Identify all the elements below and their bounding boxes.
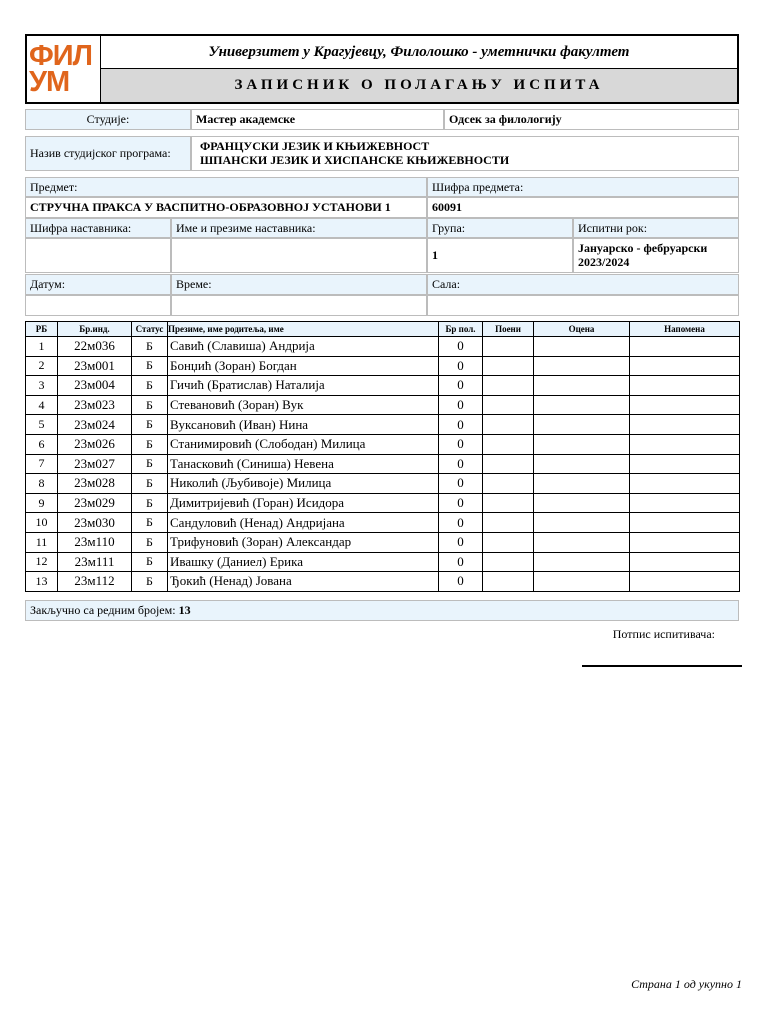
grade-cell: [534, 572, 630, 592]
index-cell: 23м027: [58, 454, 132, 474]
name-cell: Ђокић (Ненад) Јована: [168, 572, 439, 592]
name-cell: Николић (Љубивоје) Милица: [168, 474, 439, 494]
rb-cell: 5: [26, 415, 58, 435]
name-cell: Ивашку (Даниел) Ерика: [168, 552, 439, 572]
points-cell: [483, 434, 534, 454]
room-label: Сала:: [427, 274, 739, 295]
header-index: Бр.инд.: [58, 322, 132, 337]
exam-term-line1: Јануарско - фебруарски: [578, 241, 708, 255]
attempts-cell: 0: [439, 376, 483, 396]
grade-cell: [534, 415, 630, 435]
rb-cell: 4: [26, 395, 58, 415]
attempts-cell: 0: [439, 493, 483, 513]
status-cell: Б: [132, 454, 168, 474]
header-note: Напомена: [630, 322, 740, 337]
header-attempts: Бр пол.: [439, 322, 483, 337]
signature-line: [582, 665, 742, 667]
attempts-cell: 0: [439, 572, 483, 592]
status-cell: Б: [132, 356, 168, 376]
name-cell: Бонџић (Зоран) Богдан: [168, 356, 439, 376]
teacher-name-value: [171, 238, 427, 273]
status-cell: Б: [132, 552, 168, 572]
points-cell: [483, 337, 534, 357]
rb-cell: 11: [26, 532, 58, 552]
filum-logo: [27, 36, 101, 102]
program-line1: ФРАНЦУСКИ ЈЕЗИК И КЊИЖЕВНОСТ: [200, 139, 430, 153]
date-value: [25, 295, 171, 316]
index-cell: 23м024: [58, 415, 132, 435]
table-row: [26, 395, 740, 415]
attempts-cell: 0: [439, 532, 483, 552]
attempts-cell: 0: [439, 356, 483, 376]
note-cell: [630, 552, 740, 572]
document-title: ЗАПИСНИК О ПОЛАГАЊУ ИСПИТА: [101, 69, 737, 102]
rb-cell: 7: [26, 454, 58, 474]
status-cell: Б: [132, 532, 168, 552]
page-number: Страна 1 од укупно 1: [631, 977, 742, 991]
points-cell: [483, 395, 534, 415]
header-rb: РБ: [26, 322, 58, 337]
note-cell: [630, 493, 740, 513]
points-cell: [483, 552, 534, 572]
note-cell: [630, 513, 740, 533]
points-cell: [483, 513, 534, 533]
name-cell: Вуксановић (Иван) Нина: [168, 415, 439, 435]
table-row: [26, 434, 740, 454]
status-cell: Б: [132, 395, 168, 415]
exam-term-line2: 2023/2024: [578, 255, 630, 269]
subject-label: Предмет:: [25, 177, 427, 197]
teacher-code-value: [25, 238, 171, 273]
note-cell: [630, 337, 740, 357]
date-label: Датум:: [25, 274, 171, 295]
subject-value: СТРУЧНА ПРАКСА У ВАСПИТНО-ОБРАЗОВНОЈ УСТАНОВИ 1: [25, 197, 427, 218]
table-row: [26, 493, 740, 513]
status-cell: Б: [132, 376, 168, 396]
grade-cell: [534, 337, 630, 357]
students-table: [25, 321, 740, 592]
room-value: [427, 295, 739, 316]
note-cell: [630, 474, 740, 494]
header-status: Статус: [132, 322, 168, 337]
program-value: [191, 136, 739, 171]
concluded-label: Закључно са редним бројем:: [30, 603, 176, 617]
table-row: [26, 474, 740, 494]
attempts-cell: 0: [439, 395, 483, 415]
index-cell: 23м111: [58, 552, 132, 572]
rb-cell: 2: [26, 356, 58, 376]
grade-cell: [534, 552, 630, 572]
time-value: [171, 295, 427, 316]
points-cell: [483, 415, 534, 435]
rb-cell: 6: [26, 434, 58, 454]
studies-label: Студије:: [25, 109, 191, 130]
group-value: 1: [427, 238, 573, 273]
points-cell: [483, 356, 534, 376]
index-cell: 23м023: [58, 395, 132, 415]
status-cell: Б: [132, 513, 168, 533]
points-cell: [483, 493, 534, 513]
index-cell: 23м112: [58, 572, 132, 592]
table-row: [26, 356, 740, 376]
rb-cell: 8: [26, 474, 58, 494]
attempts-cell: 0: [439, 434, 483, 454]
logo-line2: УМ: [29, 66, 70, 98]
group-label: Група:: [427, 218, 573, 238]
name-cell: Сандуловић (Ненад) Андријана: [168, 513, 439, 533]
grade-cell: [534, 356, 630, 376]
rb-cell: 10: [26, 513, 58, 533]
attempts-cell: 0: [439, 337, 483, 357]
points-cell: [483, 454, 534, 474]
table-row: [26, 415, 740, 435]
table-row: [26, 552, 740, 572]
index-cell: 22м036: [58, 337, 132, 357]
time-label: Време:: [171, 274, 427, 295]
attempts-cell: 0: [439, 474, 483, 494]
grade-cell: [534, 376, 630, 396]
points-cell: [483, 474, 534, 494]
note-cell: [630, 454, 740, 474]
index-cell: 23м030: [58, 513, 132, 533]
program-label: Назив студијског програма:: [25, 136, 191, 171]
attempts-cell: 0: [439, 552, 483, 572]
concluded-row: [25, 600, 739, 621]
name-cell: Стевановић (Зоран) Вук: [168, 395, 439, 415]
note-cell: [630, 532, 740, 552]
program-line2: ШПАНСКИ ЈЕЗИК И ХИСПАНСКЕ КЊИЖЕВНОСТИ: [200, 153, 510, 167]
teacher-name-label: Име и презиме наставника:: [171, 218, 427, 238]
grade-cell: [534, 395, 630, 415]
table-row: [26, 376, 740, 396]
points-cell: [483, 572, 534, 592]
status-cell: Б: [132, 337, 168, 357]
attempts-cell: 0: [439, 454, 483, 474]
exam-term-value: [573, 238, 739, 273]
grade-cell: [534, 454, 630, 474]
subject-code-label: Шифра предмета:: [427, 177, 739, 197]
table-row: [26, 532, 740, 552]
grade-cell: [534, 474, 630, 494]
status-cell: Б: [132, 493, 168, 513]
points-cell: [483, 376, 534, 396]
header-points: Поени: [483, 322, 534, 337]
index-cell: 23м028: [58, 474, 132, 494]
note-cell: [630, 376, 740, 396]
name-cell: Гичић (Братислав) Наталија: [168, 376, 439, 396]
exam-term-label: Испитни рок:: [573, 218, 739, 238]
index-cell: 23м026: [58, 434, 132, 454]
name-cell: Трифуновић (Зоран) Александар: [168, 532, 439, 552]
index-cell: 23м029: [58, 493, 132, 513]
rb-cell: 13: [26, 572, 58, 592]
table-header-row: [26, 322, 740, 337]
name-cell: Танасковић (Синиша) Невена: [168, 454, 439, 474]
department-value: Одсек за филологију: [444, 109, 739, 130]
name-cell: Димитријевић (Горан) Исидора: [168, 493, 439, 513]
note-cell: [630, 572, 740, 592]
rb-cell: 1: [26, 337, 58, 357]
note-cell: [630, 415, 740, 435]
status-cell: Б: [132, 415, 168, 435]
university-name: Универзитет у Крагујевцу, Филолошко - уметнички факултет: [101, 36, 737, 69]
note-cell: [630, 356, 740, 376]
subject-code-value: 60091: [427, 197, 739, 218]
document-header: [25, 34, 739, 104]
status-cell: Б: [132, 434, 168, 454]
table-row: [26, 337, 740, 357]
note-cell: [630, 434, 740, 454]
name-cell: Станимировић (Слободан) Милица: [168, 434, 439, 454]
status-cell: Б: [132, 572, 168, 592]
status-cell: Б: [132, 474, 168, 494]
grade-cell: [534, 513, 630, 533]
grade-cell: [534, 532, 630, 552]
attempts-cell: 0: [439, 415, 483, 435]
grade-cell: [534, 434, 630, 454]
header-grade: Оцена: [534, 322, 630, 337]
signature-label: Потпис испитивача:: [612, 627, 715, 641]
index-cell: 23м110: [58, 532, 132, 552]
index-cell: 23м004: [58, 376, 132, 396]
rb-cell: 9: [26, 493, 58, 513]
note-cell: [630, 395, 740, 415]
table-row: [26, 513, 740, 533]
header-name: Презиме, име родитеља, име: [168, 322, 439, 337]
grade-cell: [534, 493, 630, 513]
teacher-code-label: Шифра наставника:: [25, 218, 171, 238]
rb-cell: 3: [26, 376, 58, 396]
concluded-value: 13: [178, 603, 191, 617]
table-row: [26, 572, 740, 592]
attempts-cell: 0: [439, 513, 483, 533]
index-cell: 23м001: [58, 356, 132, 376]
name-cell: Савић (Славиша) Андрија: [168, 337, 439, 357]
logo-line1: ФИЛ: [29, 40, 92, 72]
studies-value: Мастер академске: [191, 109, 444, 130]
points-cell: [483, 532, 534, 552]
rb-cell: 12: [26, 552, 58, 572]
table-row: [26, 454, 740, 474]
